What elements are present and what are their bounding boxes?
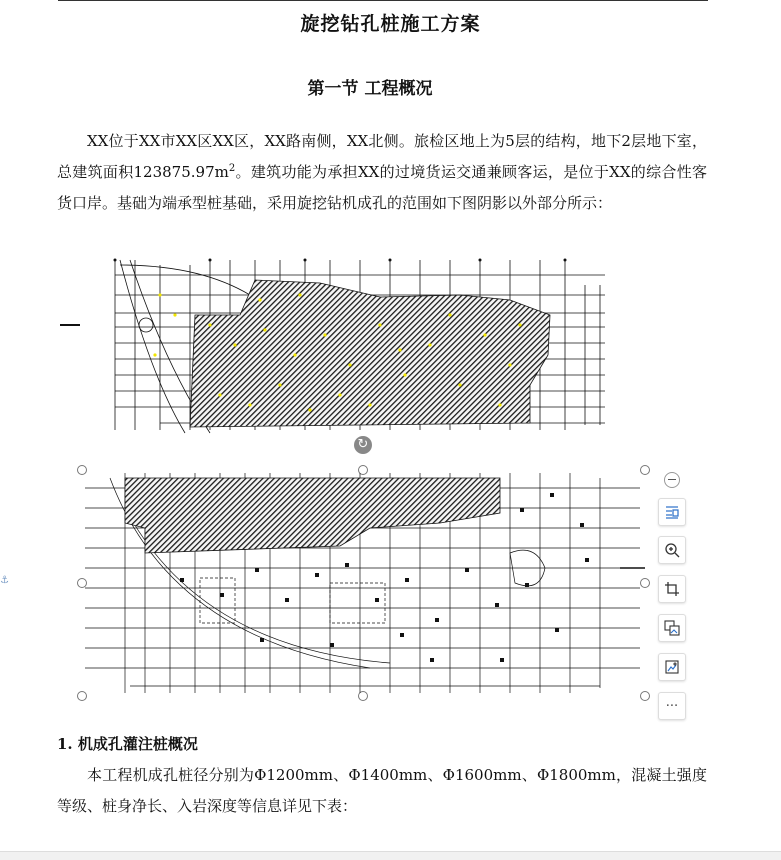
paragraph-anchor-icon[interactable]: ⚓ [0,575,9,586]
more-options-button[interactable]: ··· [658,692,686,720]
document-title: 旋挖钻孔桩施工方案 [300,13,481,35]
paragraph-piles-text: 本工程机成孔桩径分别为Φ1200mm、Φ1400mm、Φ1600mm、Φ1800mm，混凝土强度等级、桩身净长、入岩深度等信息详见下表： [57,766,707,815]
zoom-image-button[interactable] [658,536,686,564]
image-convert-icon [663,619,681,637]
paragraph-overview-tail: 。建筑功能为承担XX的过境货运交通兼顾客运，是位于XX的综合性客货口岸。基础为端承型桩基础，采用旋挖钻机成孔的范围如下图阴影以外部分所示： [57,163,708,212]
hatched-area-2 [125,478,500,553]
image-replace-icon [663,658,681,676]
zoom-in-icon [663,541,681,559]
crop-image-button[interactable] [658,575,686,603]
image-to-text-button[interactable] [658,614,686,642]
page-top-rule [58,0,708,1]
crop-icon [663,580,681,598]
minus-circle-icon[interactable] [664,472,680,488]
superscript-2: 2 [228,163,236,174]
paragraph-piles [57,760,707,822]
grid-ends-1 [114,259,567,262]
text-wrap-icon [663,503,681,521]
rotate-handle[interactable]: ↻ [354,436,372,454]
layout-options-button[interactable] [658,498,686,526]
site-plan-figure-1[interactable] [60,255,610,435]
paragraph-overview [57,126,707,219]
paragraph-overview-text: XX位于XX市XX区XX区，XX路南侧，XX北侧。旅检区地上为5层的结构，地下2层地下室，总建筑面积123875.97m [57,132,707,181]
subheading-piles: 1. 机成孔灌注桩概况 [57,735,198,753]
replace-image-button[interactable] [658,653,686,681]
section-heading: 第一节 工程概况 [307,79,433,99]
site-plan-figure-2[interactable] [80,468,650,698]
